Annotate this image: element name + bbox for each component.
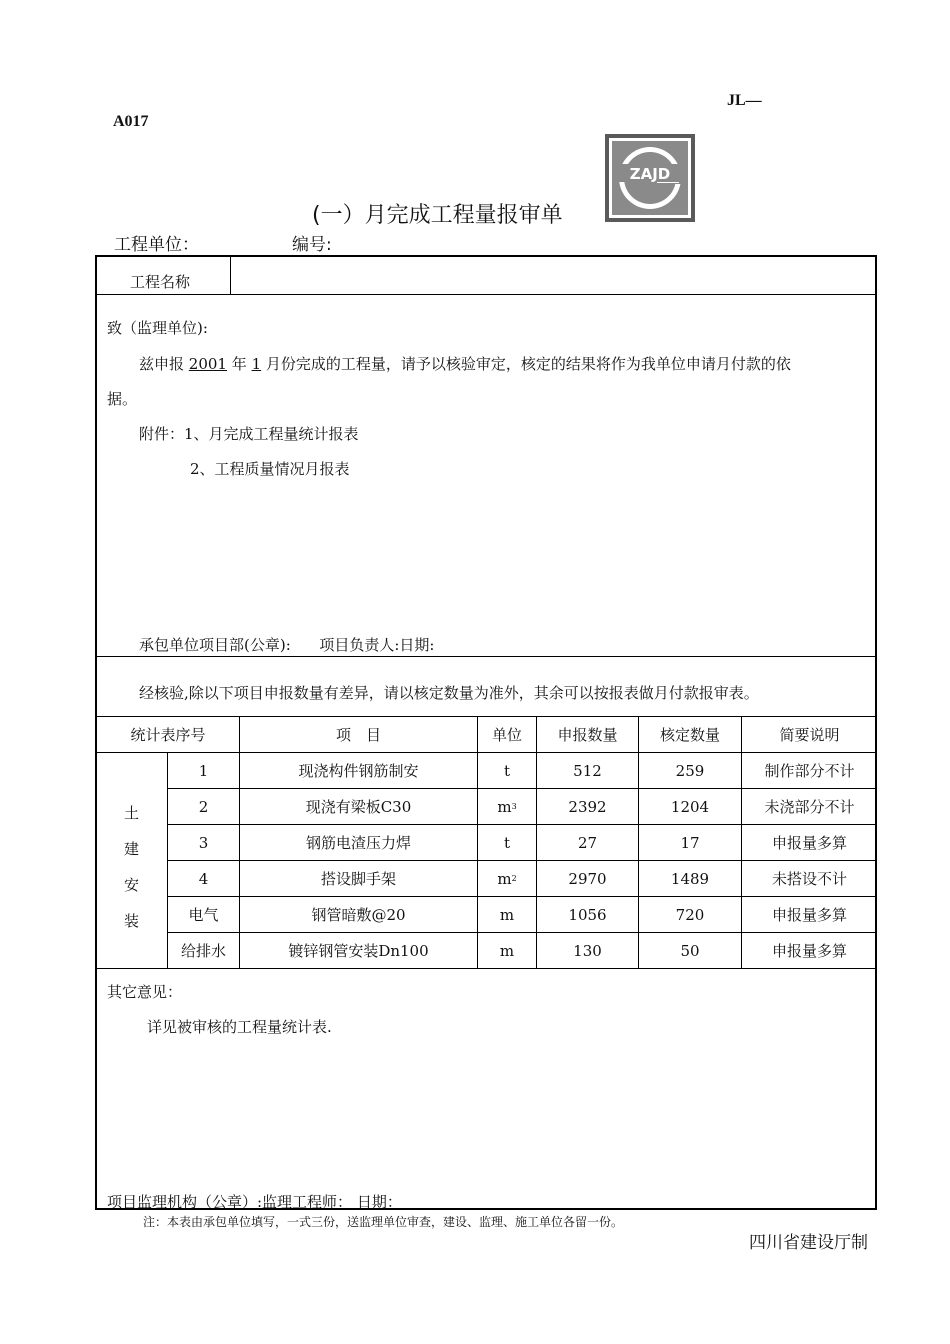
- divider: [230, 257, 231, 294]
- form-code-line1: JL—: [727, 92, 762, 109]
- col-header-no: 统计表序号: [130, 726, 206, 744]
- divider: [97, 656, 875, 657]
- row-item: 搭设脚手架: [320, 870, 396, 888]
- group-label-char: 土: [124, 804, 140, 822]
- row-note: 制作部分不计: [764, 762, 855, 780]
- row-approved: 17: [680, 833, 700, 852]
- other-opinion-label: 其它意见：: [107, 983, 183, 1001]
- contractor-sign: 承包单位项目部(公章): 项目负责人:日期:: [139, 636, 435, 654]
- row-declared: 512: [573, 761, 602, 780]
- row-no: 1: [198, 761, 209, 780]
- divider: [97, 968, 875, 969]
- row-item: 钢管暗敷@20: [311, 906, 406, 924]
- row-unit: t: [503, 761, 511, 780]
- row-note: 申报量多算: [771, 834, 847, 852]
- row-no: 4: [198, 869, 209, 888]
- row-unit: m 3: [497, 797, 517, 816]
- issuer: 四川省建设厅制: [749, 1233, 868, 1253]
- row-no: 3: [198, 833, 209, 852]
- attachment-2: 2、工程质量情况月报表: [190, 460, 350, 478]
- row-item: 镀锌钢管安装Dn100: [288, 942, 429, 960]
- report-to: 致（监理单位):: [107, 319, 208, 337]
- serial-label: 编号:: [292, 235, 332, 255]
- form-frame: [95, 255, 877, 1210]
- report-body-cont: 据。: [107, 390, 138, 408]
- page-title: (一）月完成工程量报审单: [312, 203, 563, 228]
- svg-text:ZAJD: ZAJD: [629, 165, 671, 183]
- row-note: 未浇部分不计: [764, 798, 855, 816]
- row-item: 钢筋电渣压力焊: [305, 834, 411, 852]
- row-approved: 1489: [670, 869, 710, 888]
- row-note: 未搭设不计: [771, 870, 847, 888]
- form-code-line2: A017: [113, 113, 149, 130]
- report-month: 1: [251, 355, 262, 373]
- row-unit: m: [499, 905, 515, 924]
- group-label-char: 安: [124, 876, 140, 894]
- row-approved: 50: [680, 941, 700, 960]
- row-declared: 2392: [568, 797, 607, 816]
- row-unit: t: [503, 833, 511, 852]
- row-approved: 259: [675, 761, 705, 780]
- row-approved: 1204: [670, 797, 710, 816]
- col-header-declared: 申报数量: [557, 726, 618, 744]
- row-declared: 130: [573, 941, 602, 960]
- row-unit: m: [499, 941, 515, 960]
- row-no: 2: [198, 797, 209, 816]
- zajd-logo: [605, 134, 695, 222]
- divider: [97, 294, 875, 295]
- col-header-item: 项 目: [335, 726, 381, 744]
- row-note: 申报量多算: [771, 942, 847, 960]
- footer-note: 注：本表由承包单位填写，一式三份，送监理单位审查，建设、监理、施工单位各留一份。: [143, 1215, 624, 1229]
- row-unit: m 2: [497, 869, 517, 888]
- attachment-1: 附件：1、月完成工程量统计报表: [139, 425, 359, 443]
- report-body: 兹申报 2001 年 1 月份完成的工程量，请予以核验审定，核定的结果将作为我单位申请月付款的依: [139, 355, 791, 373]
- row-item: 现浇构件钢筋制安: [298, 762, 419, 780]
- group-label-char: 建: [124, 840, 140, 858]
- col-header-note: 简要说明: [779, 726, 840, 744]
- group-label-char: 装: [124, 912, 140, 930]
- row-declared: 27: [577, 833, 598, 852]
- report-year: 2001: [188, 355, 227, 373]
- row-note: 申报量多算: [771, 906, 847, 924]
- other-opinion-text: 详见被审核的工程量统计表.: [147, 1018, 332, 1036]
- row-no: 给排水: [180, 942, 226, 960]
- col-header-unit: 单位: [491, 726, 522, 744]
- supervisor-sign: 项目监理机构（公章）:监理工程师： 日期：: [107, 1193, 402, 1211]
- row-declared: 1056: [568, 905, 607, 924]
- col-header-approved: 核定数量: [659, 726, 720, 744]
- unit-label: 工程单位：: [114, 235, 199, 255]
- project-name-label: 工程名称: [130, 273, 191, 291]
- row-approved: 720: [675, 905, 705, 924]
- row-item: 现浇有梁板C30: [305, 798, 412, 816]
- row-no: 电气: [188, 906, 219, 924]
- verify-text: 经核验,除以下项目申报数量有差异，请以核定数量为准外，其余可以按报表做月付款报审表。: [139, 684, 759, 702]
- row-declared: 2970: [568, 869, 607, 888]
